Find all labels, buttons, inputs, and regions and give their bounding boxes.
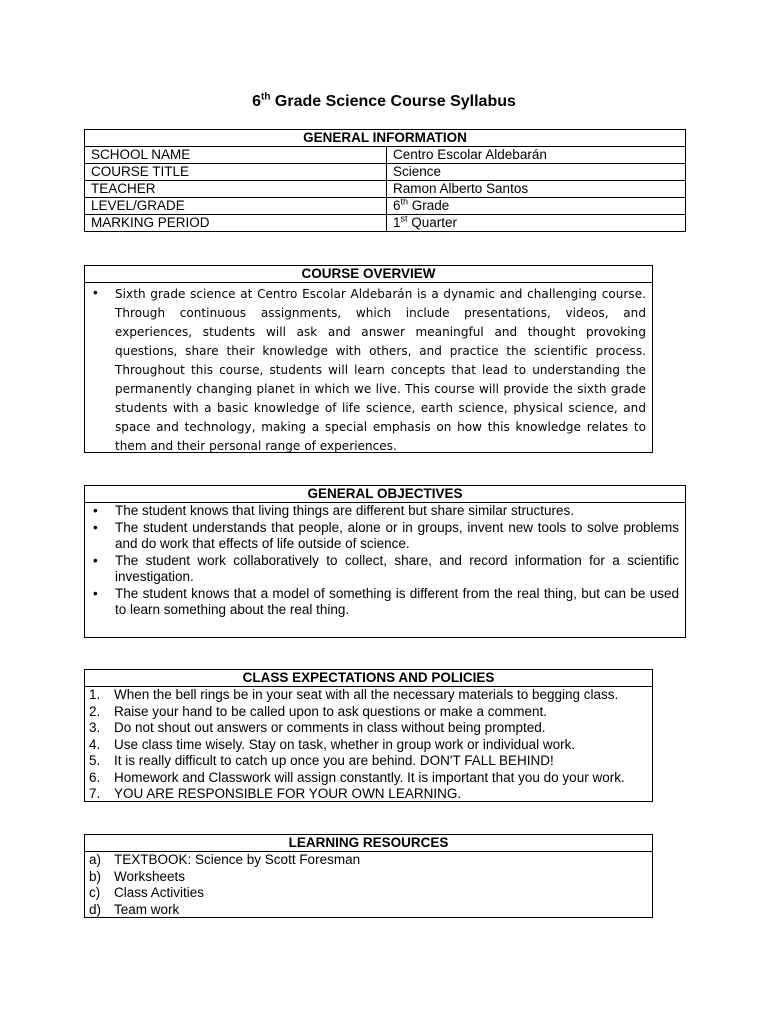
row-value-teacher: Ramon Alberto Santos bbox=[387, 181, 686, 198]
general-objectives-section bbox=[84, 485, 686, 638]
learning-resources-section bbox=[84, 834, 653, 918]
list-item bbox=[85, 553, 685, 586]
bullet: • bbox=[93, 552, 98, 568]
objective-text: The student work collaboratively to collect, share, and record information for a scientific investigation. bbox=[115, 552, 679, 584]
row-label-marking-period: MARKING PERIOD bbox=[85, 215, 387, 232]
list-item bbox=[85, 520, 685, 553]
course-overview-section bbox=[84, 265, 653, 453]
item-number: 6. bbox=[89, 769, 101, 785]
item-number: 1. bbox=[89, 687, 101, 702]
item-letter: c) bbox=[89, 885, 101, 900]
item-letter: b) bbox=[89, 868, 102, 884]
bullet: • bbox=[93, 585, 98, 601]
level-grade-text: Grade bbox=[408, 198, 450, 213]
objective-text: The student knows that a model of something is different from the real thing, but can be used to learn something about the real thing. bbox=[115, 585, 679, 617]
title-ordinal: 6 bbox=[252, 93, 261, 110]
marking-period-suffix: st bbox=[400, 213, 408, 224]
row-value-marking-period bbox=[387, 215, 686, 232]
row-value-course-title: Science bbox=[387, 164, 686, 181]
level-grade-number: 6 bbox=[393, 198, 401, 213]
bullet: • bbox=[93, 503, 98, 518]
item-number: 3. bbox=[89, 720, 101, 735]
course-overview-text: Sixth grade science at Centro Escolar Aldebarán is a dynamic and challenging course. Through continuous assignments, which include presentations, videos, and experiences, students will ask and answer meaningful and thought provoking questions, share their knowledge with others, and practice the scientific process. Throughout this course, students will learn concepts that lead to understanding the permanently changing planet in which we live. This course will provide the sixth grade students with a basic knowledge of life science, earth science, physical science, and space and technology, making a special emphasis on how this knowledge relates to them and their personal range of experiences. bbox=[115, 287, 646, 453]
list-item bbox=[85, 902, 652, 919]
list-item bbox=[85, 852, 652, 869]
item-number: 7. bbox=[89, 786, 101, 801]
row-label-school-name: SCHOOL NAME bbox=[85, 147, 387, 164]
table-row bbox=[85, 215, 686, 232]
marking-period-number: 1 bbox=[393, 215, 401, 230]
objective-text: The student understands that people, alone or in groups, invent new tools to solve problems and do work that effects of life outside of science. bbox=[115, 519, 679, 551]
item-text: Worksheets bbox=[114, 868, 186, 884]
list-item bbox=[85, 753, 652, 770]
list-item bbox=[85, 687, 652, 704]
row-value-level-grade bbox=[387, 198, 686, 215]
list-item bbox=[85, 786, 652, 803]
learning-resources-header: LEARNING RESOURCES bbox=[85, 835, 652, 852]
bullet: • bbox=[93, 519, 98, 535]
item-number: 2. bbox=[89, 703, 101, 719]
general-objectives-header: GENERAL OBJECTIVES bbox=[85, 486, 685, 503]
class-expectations-section bbox=[84, 669, 653, 802]
table-row bbox=[85, 164, 686, 181]
general-information-header bbox=[85, 130, 686, 147]
list-item bbox=[85, 770, 652, 787]
row-label-course-title: COURSE TITLE bbox=[85, 164, 387, 181]
item-text: When the bell rings be in your seat with all the necessary materials to begging class. bbox=[114, 687, 619, 702]
title-ordinal-suffix: th bbox=[261, 91, 271, 103]
page-title bbox=[0, 93, 768, 111]
item-text: Class Activities bbox=[114, 885, 205, 900]
title-text: Grade Science Course Syllabus bbox=[270, 93, 516, 110]
item-text: Homework and Classwork will assign constantly. It is important that you do your work. bbox=[114, 769, 625, 785]
item-text: YOU ARE RESPONSIBLE FOR YOUR OWN LEARNING. bbox=[114, 786, 462, 801]
row-label-teacher: TEACHER bbox=[85, 181, 387, 198]
level-grade-suffix: th bbox=[400, 196, 409, 207]
item-number: 4. bbox=[89, 736, 101, 752]
bullet: • bbox=[93, 285, 98, 300]
course-overview-header: COURSE OVERVIEW bbox=[85, 266, 652, 283]
marking-period-text: Quarter bbox=[407, 215, 458, 230]
item-letter: a) bbox=[89, 852, 102, 867]
list-item bbox=[85, 503, 685, 520]
list-item bbox=[85, 586, 685, 619]
general-information-header-text: GENERAL INFORMATION bbox=[303, 130, 467, 145]
list-item bbox=[85, 869, 652, 886]
table-row bbox=[85, 198, 686, 215]
objective-text: The student knows that living things are different but share similar structures. bbox=[115, 503, 574, 518]
item-text: Use class time wisely. Stay on task, whether in group work or individual work. bbox=[114, 736, 576, 752]
item-text: Raise your hand to be called upon to ask questions or make a comment. bbox=[114, 703, 547, 719]
item-number: 5. bbox=[89, 753, 101, 768]
table-row bbox=[85, 181, 686, 198]
item-text: It is really difficult to catch up once you are behind. DON'T FALL BEHIND! bbox=[114, 753, 554, 768]
class-expectations-header: CLASS EXPECTATIONS AND POLICIES bbox=[85, 670, 652, 687]
row-label-level-grade: LEVEL/GRADE bbox=[85, 198, 387, 215]
list-item bbox=[85, 737, 652, 754]
table-row bbox=[85, 147, 686, 164]
item-text: Team work bbox=[114, 901, 180, 917]
general-information-table bbox=[84, 129, 686, 232]
list-item bbox=[85, 283, 652, 456]
row-value-school-name: Centro Escolar Aldebarán bbox=[387, 147, 686, 164]
list-item bbox=[85, 720, 652, 737]
item-text: TEXTBOOK: Science by Scott Foresman bbox=[114, 852, 361, 867]
list-item bbox=[85, 704, 652, 721]
list-item bbox=[85, 885, 652, 902]
item-letter: d) bbox=[89, 901, 102, 917]
item-text: Do not shout out answers or comments in class without being prompted. bbox=[114, 720, 546, 735]
